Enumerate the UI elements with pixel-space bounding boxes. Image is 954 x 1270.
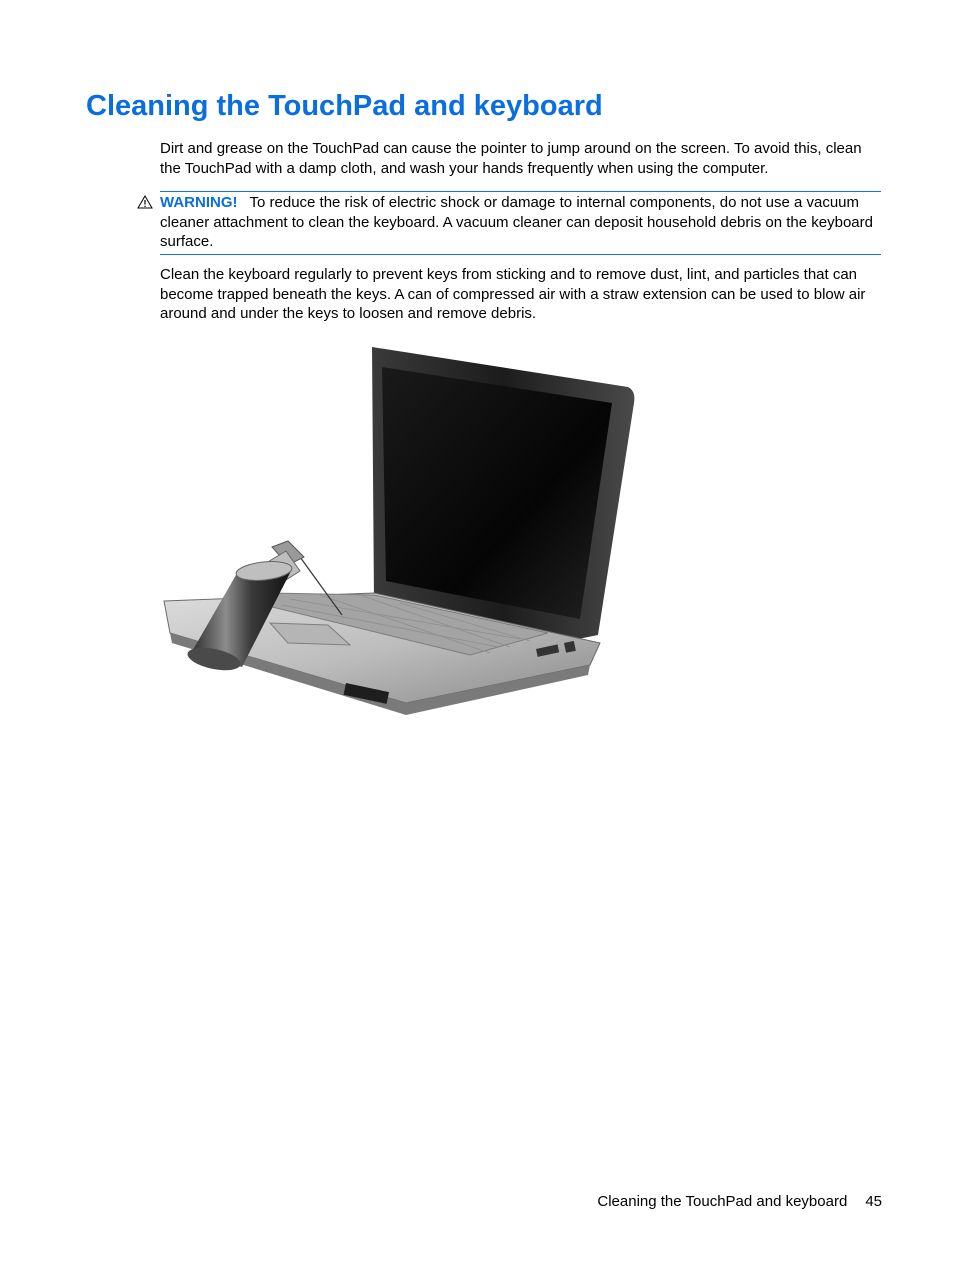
- page-number: 45: [865, 1193, 882, 1210]
- warning-label: WARNING!: [160, 194, 238, 211]
- page-footer: [597, 1193, 882, 1210]
- footer-section-title: Cleaning the TouchPad and keyboard: [597, 1193, 848, 1210]
- warning-triangle-icon: [137, 195, 153, 209]
- body-paragraph: Clean the keyboard regularly to prevent keys from sticking and to remove dust, lint, and particles that can become trapped beneath the keys. A can of compressed air with a straw extension can be used to blow air around and under the keys to loosen and remove debris.: [160, 266, 866, 323]
- warning-box: [160, 191, 881, 255]
- warning-text: To reduce the risk of electric shock or damage to internal components, do not use a vacuum cleaner attachment to clean the keyboard. A vacuum cleaner can deposit household debris on the keyboard surface.: [160, 194, 873, 251]
- laptop-compressed-air-illustration: [160, 343, 636, 715]
- page-title: Cleaning the TouchPad and keyboard: [86, 90, 603, 122]
- intro-paragraph: Dirt and grease on the TouchPad can cause the pointer to jump around on the screen. To avoid this, clean the TouchPad with a damp cloth, and wash your hands frequently when using the computer.: [160, 140, 862, 177]
